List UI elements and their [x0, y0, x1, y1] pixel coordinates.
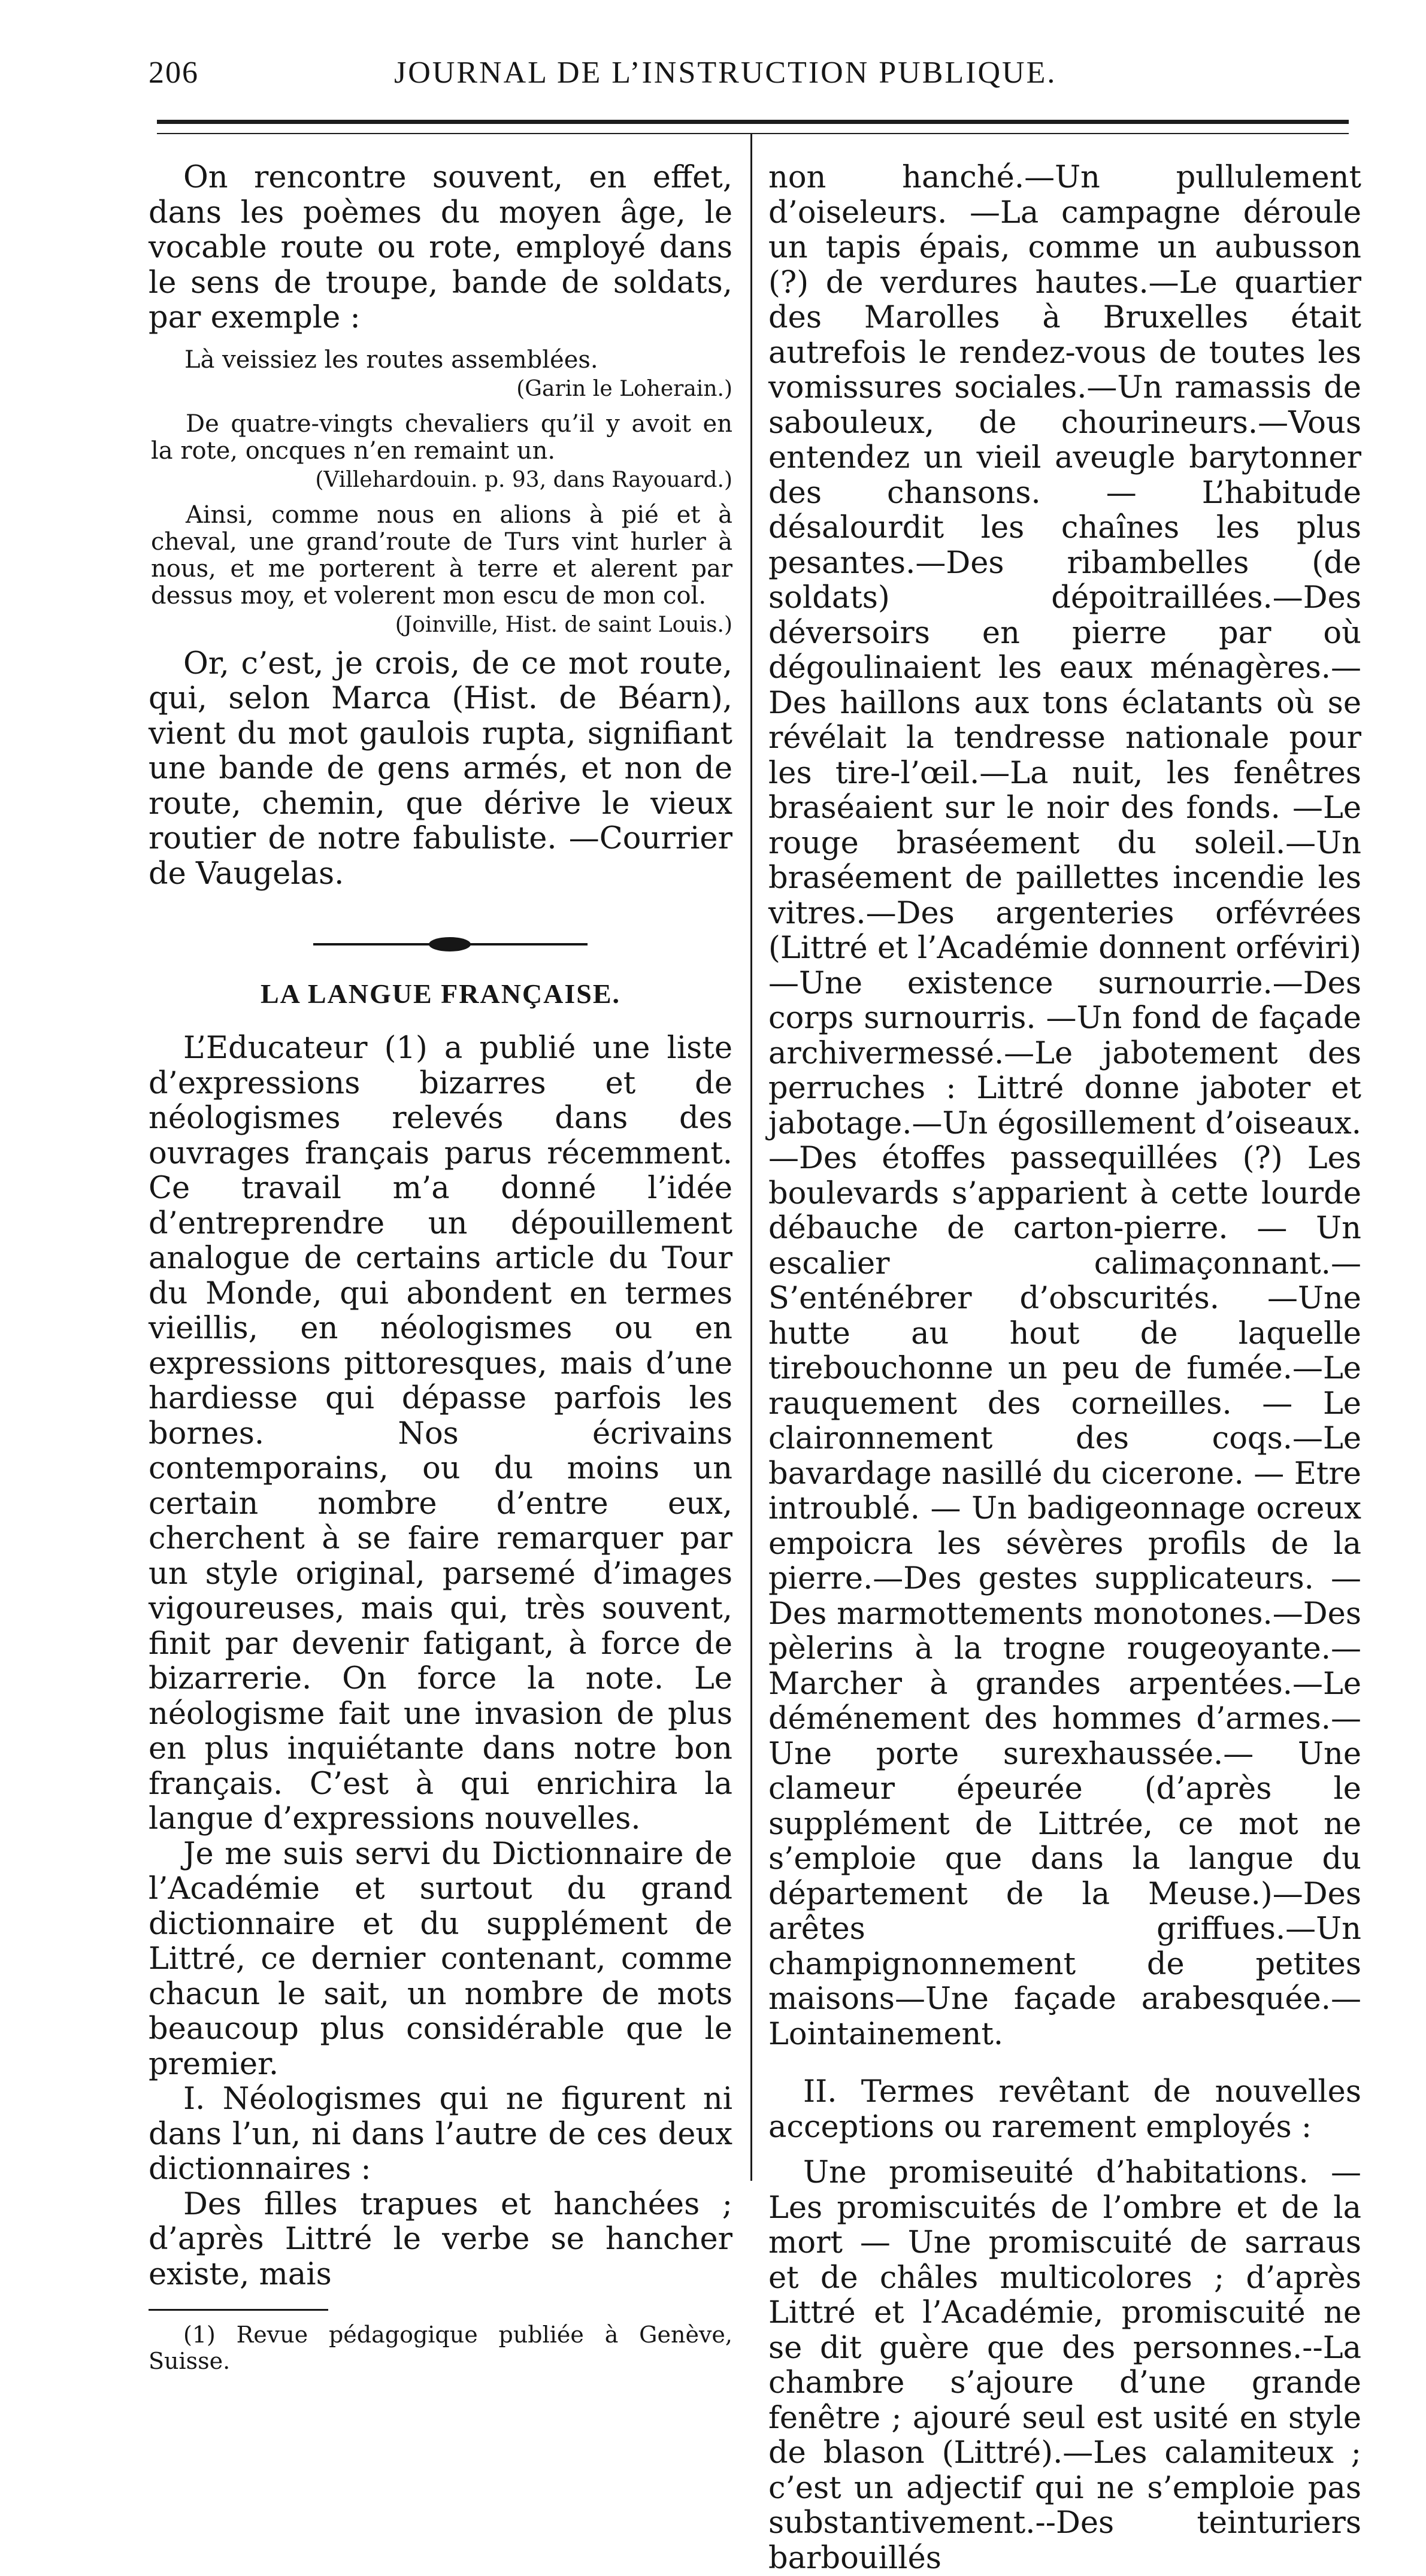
paragraph-acceptions-heading: II. Termes revêtant de nouvelles acceptions ou rarement employés :: [768, 2074, 1361, 2145]
section-title: LA LANGUE FRANÇAISE.: [260, 978, 621, 1009]
paragraph-dictionnaire: Je me suis servi du Dictionnaire de l’Académie et surtout du grand dictionnaire et du supplément de Littré, ce dernier contenant, comme chacun le sait, un nombre de mots beaucoup plus considérable que le premier.: [149, 1836, 732, 2082]
right-column: [768, 160, 1361, 2576]
footnote: (1) Revue pédagogique publiée à Genève, Suisse.: [149, 2322, 732, 2374]
section-ornament: [149, 934, 732, 954]
paragraph-neologism-list: non hanché.—Un pullulement d’oiseleurs. —La campagne déroule un tapis épais, comme un aubusson (?) de verdures hautes.—Le quartier des Marolles à Bruxelles était autrefois le rendez-vous de toutes les vomissures sociales.—Un ramassis de sabouleux, de chourineurs.—Vous entendez un vieil aveugle barytonner des chansons. — L’habitude désalourdit les chaînes les plus pesantes.—Des ribambelles (de soldats) dépoitraillées.—Des déversoirs en pierre par où dégoulinaient les eaux ménagères.—Des haillons aux tons éclatants où se révélait la tendresse nationale pour les tire-l’œil.—La nuit, les fenêtres braséaient sur le noir des fonds. —Le rouge braséement du soleil.—Un braséement de paillettes incendie les vitres.—Des argenteries orfévrées (Littré et l’Académie donnent orféviri) —Une existence surnourrie.—Des corps surnourris. —Un fond de façade archivermessé.—Le jabotement des perruches : Littré donne jaboter et jabotage.—Un égosillement d’oiseaux.—Des étoffes passequillées (?) Les boulevards s’apparient à cette lourde débauche de carton-pierre. — Un escalier calimaçonnant.—S’enténébrer d’obscurités. —Une hutte au hout de laquelle tirebouchonne un peu de fumée.—Le rauquement des corneilles. — Le claironnement des coqs.—Le bavardage nasillé du cicerone. — Etre introublé. — Un badigeonnage ocreux empoicra les sévères profils de la pierre.—Des gestes supplicateurs. — Des marmottements monotones.—Des pèlerins à la trogne rougeoyante.—Marcher à grandes arpentées.—Le déménement des hommes d’armes.—Une porte surexhaussée.— Une clameur épeurée (d’après le supplément de Littrée, ce mot ne s’emploie que dans la langue du département de la Meuse.)—Des arêtes griffues.—Un champignonnement de petites maisons—Une façade arabesquée.—Lointainement.: [768, 160, 1361, 2052]
citation-joinville: (Joinville, Hist. de saint Louis.): [395, 612, 732, 637]
footnote-rule: [149, 2309, 328, 2311]
paragraph-hanchees: Des filles trapues et hanchées ; d’après Littré le verbe se hancher existe, mais: [149, 2186, 732, 2292]
quote-garin: Là veissiez les routes assemblées.: [184, 346, 598, 374]
paragraph-route-origin: Or, c’est, je crois, de ce mot route, qui, selon Marca (Hist. de Béarn), vient du mot gaulois rupta, signifiant une bande de gens armés, et non de route, chemin, que dérive le vieux routier de notre fabuliste. —Courrier de Vaugelas.: [149, 645, 732, 892]
citation-villehardouin: (Villehardouin. p. 93, dans Rayouard.): [315, 467, 732, 492]
running-title: JOURNAL DE L’INSTRUCTION PUBLIQUE.: [394, 56, 1057, 90]
column-divider: [750, 133, 752, 2181]
page-number: 206: [149, 56, 199, 90]
quote-joinville: Ainsi, comme nous en alions à pié et à cheval, une grand’route de Turs vint hurler à nous, et me porterent à terre et alerent par dessus moy, et volerent mon escu de mon col.: [151, 501, 732, 610]
header-rule-thin: [157, 133, 1349, 134]
paragraph-route-intro: On rencontre souvent, en effet, dans les poèmes du moyen âge, le vocable route ou rote, employé dans le sens de troupe, bande de soldats, par exemple :: [149, 160, 732, 335]
paragraph-neologismes-heading: I. Néologismes qui ne figurent ni dans l’un, ni dans l’autre de ces deux dictionnaires :: [149, 2081, 732, 2187]
header-rule-thick: [157, 120, 1349, 124]
paragraph-promiscuite: Une promiseuité d’habitations. — Les promiscuités de l’ombre et de la mort — Une promiscuité de sarraus et de châles multicolores ; d’après Littré et l’Académie, promiscuité ne se dit guère que des personnes.--La chambre s’ajoure d’une grande fenêtre ; ajouré seul est usité en style de blason (Littré).—Les calamiteux ; c’est un adjectif qui ne s’emploie pas substantivement.--Des teinturiers barbouillés: [768, 2155, 1361, 2576]
quote-villehardouin: De quatre-vingts chevaliers qu’il y avoit en la rote, oncques n’en remaint un.: [151, 410, 732, 465]
left-column: [149, 160, 732, 2374]
paragraph-educateur: L’Educateur (1) a publié une liste d’expressions bizarres et de néologismes relevés dans des ouvrages français parus récemment. Ce travail m’a donné l’idée d’entreprendre un dépouillement analogue de certains article du Tour du Monde, qui abondent en termes vieillis, en néologismes ou en expressions pittoresques, mais d’une hardiesse qui dépasse parfois les bornes. Nos écrivains contemporains, ou du moins un certain nombre d’entre eux, cherchent à se faire remarquer par un style original, parsemé d’images vigoureuses, mais qui, très souvent, finit par devenir fatigant, à force de bizarrerie. On force la note. Le néologisme fait une invasion de plus en plus inquiétante dans notre bon français. C’est à qui enrichira la langue d’expressions nouvelles.: [149, 1031, 732, 1836]
citation-garin: (Garin le Loherain.): [516, 376, 732, 401]
ornament-center: [429, 937, 471, 951]
